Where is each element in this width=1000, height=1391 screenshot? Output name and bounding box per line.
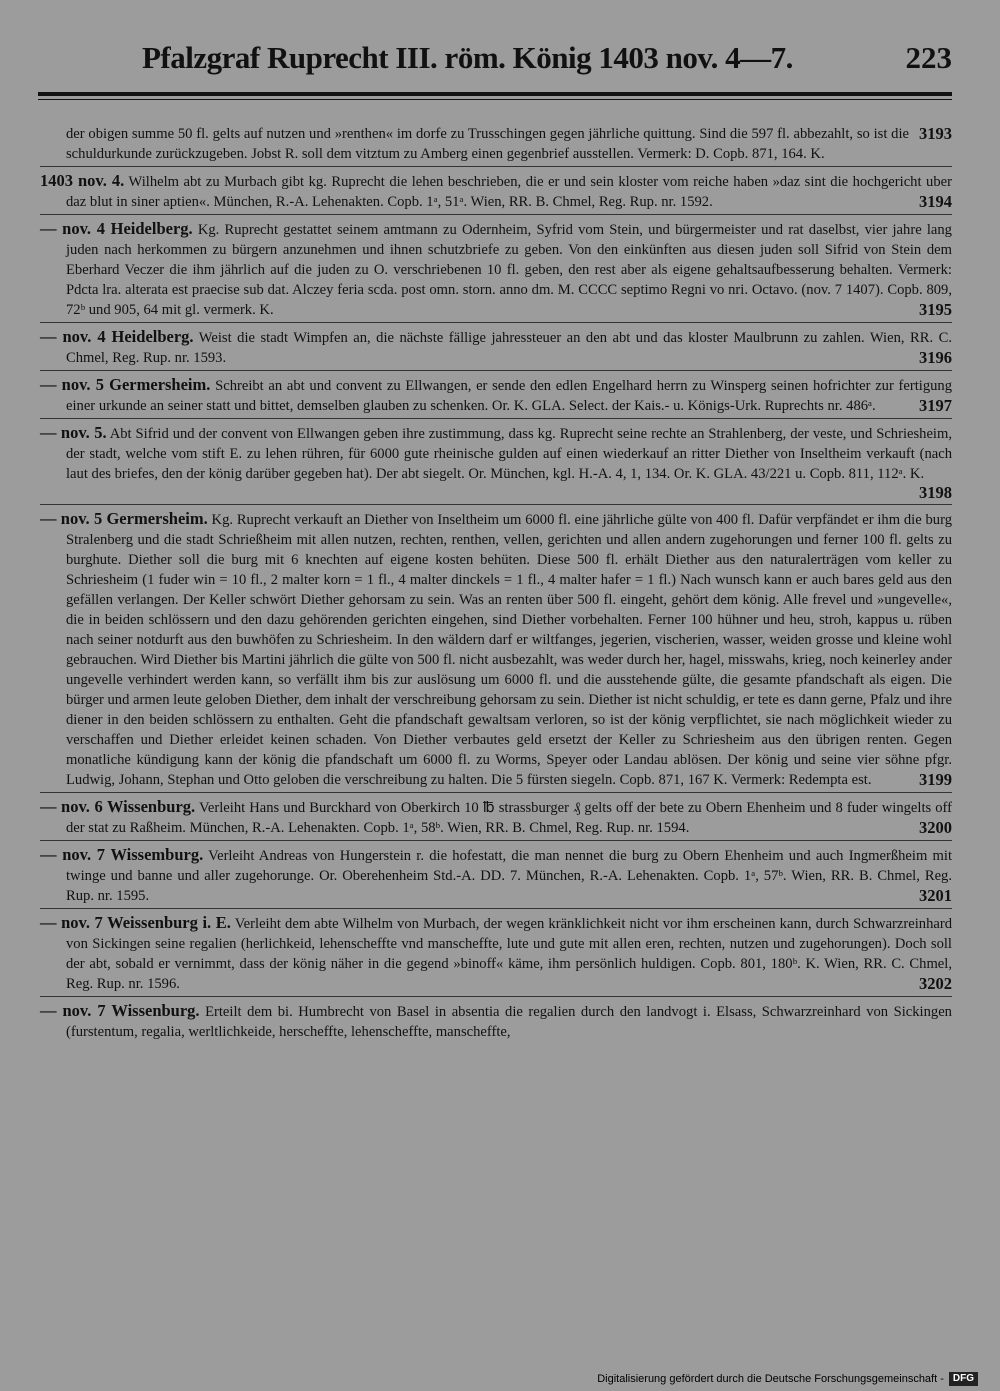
page-header bbox=[40, 40, 952, 80]
entry-number: 3200 bbox=[919, 818, 952, 837]
entry-text: Schreibt an abt und convent zu Ellwangen, er sende den edlen Engelhard herrn zu Winsperg seinen hofrichter zur fertigung einer urkunde an seiner statt und bittet, demselben glauben zu schenken. Or. K. GLA. Select. der Kais.- u. Königs-Urk. Ruprechts nr. 486ᵃ. bbox=[66, 378, 953, 414]
entry-date: — nov. 4 Heidelberg. bbox=[40, 327, 194, 346]
entry-divider bbox=[40, 370, 952, 371]
entry-number: 3197 bbox=[919, 396, 952, 415]
entry-divider bbox=[40, 996, 952, 997]
regest-entry bbox=[40, 797, 952, 838]
dfg-logo: DFG bbox=[949, 1372, 978, 1386]
entry-date: — nov. 4 Heidelberg. bbox=[40, 219, 193, 238]
regest-entry bbox=[40, 219, 952, 320]
entry-divider bbox=[40, 214, 952, 215]
entry-number: 3196 bbox=[919, 348, 952, 367]
regest-entry bbox=[40, 1001, 952, 1042]
entry-number: 3198 bbox=[919, 483, 952, 502]
entry-date: — nov. 7 Wissenburg. bbox=[40, 1001, 200, 1020]
entry-number: 3193 bbox=[919, 124, 952, 143]
header-rule bbox=[38, 92, 952, 96]
page-number: 223 bbox=[905, 40, 952, 75]
entry-text: Weist die stadt Wimpfen an, die nächste fällige jahressteuer an den abt und das kloster Maulbrunn zu zahlen. Wien, RR. C. Chmel, Reg. Rup. nr. 1593. bbox=[66, 330, 953, 366]
regest-entry bbox=[40, 509, 952, 790]
entry-text: Erteilt dem bi. Humbrecht von Basel in absentia die regalien durch den landvogt i. Elsass, Schwarzreinhard von Sickingen (furstentum, regalia, werltlichkeide, herscheffte, lehenscheffte, manscheffte, bbox=[66, 1004, 952, 1040]
regest-entry bbox=[40, 423, 952, 484]
entry-divider bbox=[40, 418, 952, 419]
entry-divider bbox=[40, 840, 952, 841]
entry-date: — nov. 7 Wissemburg. bbox=[40, 845, 204, 864]
regest-entry bbox=[40, 375, 952, 416]
entry-number: 3199 bbox=[919, 770, 952, 789]
entry-divider bbox=[40, 908, 952, 909]
entry-divider bbox=[40, 792, 952, 793]
entry-number: 3201 bbox=[919, 886, 952, 905]
digitization-credit bbox=[597, 1372, 978, 1386]
entry-date: — nov. 7 Weissenburg i. E. bbox=[40, 913, 231, 932]
entry-text: Kg. Ruprecht verkauft an Diether von Inseltheim um 6000 fl. eine jährliche gülte von 400 fl. Dafür verpfändet er ihm die burg Stralenberg und die stadt Schrießheim mit allen nutzen, rechten, renthen, vellen, gerichten und allen andern zugehorungen und ferner 100 fl. gelts zu burghute. Diether soll die burg mit 6 knechten auf eigene kosten behüten. Diese 500 fl. erhält Diether aus den naturalerträgen vom keller zu Schriesheim (1 fuder win = 10 fl., 2 malter korn = 1 fl., 4 malter dinckels = 1 fl., 4 malter hafer = 1 fl.) Nach wunsch kann er auch bares geld aus den gefällen verlangen. Der Keller schwört Diether gehorsam zu sein. Was an renten über 500 fl. eingeht, gehört dem könig. Alle frevel und »ungevelle«, die in beiden schlössern und den dazu gehörenden gerichten eingehen, sind Diether vorbehalten. Ferner 100 hühner und heu, stroh, kappus u. rüben nach seiner notdurft aus den buwhöfen zu Schriesheim. In den wäldern darf er wiltfanges, jegerien, vischerien, wasser, weiden grosse und kleine wohl gebrauchen. Wird Diether bis Martini jährlich die gülte von 500 fl. nicht ausbezahlt, was weder durch her, hagel, misswahs, krieg, noch keinerley ander ungevelle verhindert werden kann, so verfällt ihm bis zur auslösung um 6000 fl. und die ausstehende gülte, die gesamte pfandschaft als eigen. Die bürger und armen leute geloben Diether, dem inhalt der verschreibung gehorsam zu sein. Diether ist nicht schuldig, er tete es dann gerne, Pfalz und ihre diener in den beiden schlössern zu enthalten. Geht die pfandschaft gewaltsam verloren, so ist der könig verpflichtet, sie nach möglichkeit wieder zu verschaffen und Diether erleidet keinen schaden. Von Diether verbautes geld ersetzt der Keller zu Schriesheim aus den übrigen renten. Gegen monatliche kündigung kann der könig die pfandschaft um 6000 fl. zu Worms, Speyer oder Landau ablösen. Der könig und seine vier söhne pfgr. Ludwig, Johann, Stephan und Otto geloben die verschreibung zu halten. Die 5 fürsten siegeln. Copb. 871, 167 K. Vermerk: Redempta est. bbox=[66, 512, 952, 788]
entry-text: Verleiht Hans und Burckhard von Oberkirch 10 ℔ strassburger ₰ gelts off der bete zu Obern Ehenheim und 8 fuder wingelts off der stat zu Raßheim. München, R.-A. Lehenakten. Copb. 1ᵃ, 58ᵇ. Wien, RR. B. Chmel, Reg. Rup. nr. 1594. bbox=[66, 800, 952, 836]
entry-date: — nov. 5 Germersheim. bbox=[40, 509, 208, 528]
entry-divider bbox=[40, 166, 952, 167]
entry-text: der obigen summe 50 fl. gelts auf nutzen und »renthen« im dorfe zu Trusschingen gegen jährliche quittung. Sind die 597 fl. abbezahlt, so ist die schuldurkunde zurückzugeben. Jobst R. soll dem vitztum zu Amberg einen gegenbrief ausstellen. Vermerk: D. Copb. 871, 164. K. bbox=[66, 126, 909, 162]
credit-text: Digitalisierung gefördert durch die Deutsche Forschungsgemeinschaft - bbox=[597, 1373, 944, 1385]
regest-entry bbox=[40, 327, 952, 368]
entry-date: 1403 nov. 4. bbox=[40, 171, 125, 190]
entry-number: 3195 bbox=[919, 300, 952, 319]
entry-text: Wilhelm abt zu Murbach gibt kg. Ruprecht die lehen beschrieben, die er und sein kloster vom reiche haben »daz sint die hochgericht uber daz blut in siner aptien«. München, R.-A. Lehenakten. Copb. 1ᵃ, 51ᵃ. Wien, RR. B. Chmel, Reg. Rup. nr. 1592. bbox=[66, 174, 952, 210]
regest-entry bbox=[40, 845, 952, 906]
entry-number: 3202 bbox=[919, 974, 952, 993]
header-rule-thin bbox=[38, 99, 952, 100]
entry-divider bbox=[40, 504, 952, 505]
running-title: Pfalzgraf Ruprecht III. röm. König 1403 nov. 4—7. bbox=[142, 40, 793, 75]
entry-text: Kg. Ruprecht gestattet seinem amtmann zu Odernheim, Syfrid vom Stein, und bürgermeister und rat daselbst, vier jahre lang juden nach herkommen zu bürgern anzunehmen und ihnen schutzbriefe zu geben. Von den einkünften aus diesen juden soll Sifrid von Stein dem Eberhard Veczer die ihm jährlich auf die juden zu O. verschriebenen 10 fl. geben, den rest aber als eigene gehaltsaufbesserung behalten. Vermerk: Pdcta lra. alterata est praecise sub dat. Alczey feria scda. post omn. storn. anno dm. M. CCCC septimo Regni vo nri. Octavo. (nov. 7 1407). Copb. 809, 72ᵇ und 905, 64 mit gl. vermerk. K. bbox=[66, 222, 952, 318]
regesta-list bbox=[40, 124, 952, 1042]
entry-date: — nov. 5 Germersheim. bbox=[40, 375, 211, 394]
entry-date: — nov. 6 Wissenburg. bbox=[40, 797, 196, 816]
entry-divider bbox=[40, 322, 952, 323]
entry-date: — nov. 5. bbox=[40, 423, 107, 442]
regest-entry bbox=[40, 124, 952, 164]
entry-text: Abt Sifrid und der convent von Ellwangen geben ihre zustimmung, dass kg. Ruprecht seine rechte an Strahlenberg, der veste, und Schriesheim, der stadt, welche vom stift E. zu lehen rühren, für 6000 gute rheinische gulden auf einen wiederkauf an ritter Diether von Inseltheim verkauft (nach laut des briefes, den der könig darüber gegeben hat). Der abt siegelt. Or. München, kgl. H.-A. 4, 1, 134. Or. K. GLA. 43/221 u. Copb. 811, 112ᵃ. K. bbox=[66, 426, 952, 482]
entry-text: Verleiht Andreas von Hungerstein r. die hofestatt, die man nennet die burg zu Obern Ehenheim und auch Ingmerßheim mit twinge und banne und aller zugehorunge. Or. Oberehenheim Std.-A. DD. 7. München, R.-A. Lehenakten. Copb. 1ᵃ, 57ᵇ. Wien, RR. B. Chmel, Reg. Rup. nr. 1595. bbox=[66, 848, 952, 904]
regest-entry bbox=[40, 171, 952, 212]
regest-entry bbox=[40, 913, 952, 994]
entry-number: 3194 bbox=[919, 192, 952, 211]
entry-text: Verleiht dem abte Wilhelm von Murbach, der wegen kränklichkeit nicht vor ihm erscheinen kann, durch Schwarzreinhard von Sickingen seine regalien (herlichkeid, lehenscheffte vnd manscheffte, lute und gute mit allen eren, rechten, nutzen und zugehorungen). Doch soll der abt, sobald er vernimmt, dass der könig näher in die gegend »binoff« käme, ihm persönlich huldigen. Copb. 801, 180ᵇ. K. Wien, RR. C. Chmel, Reg. Rup. nr. 1596. bbox=[66, 916, 953, 992]
